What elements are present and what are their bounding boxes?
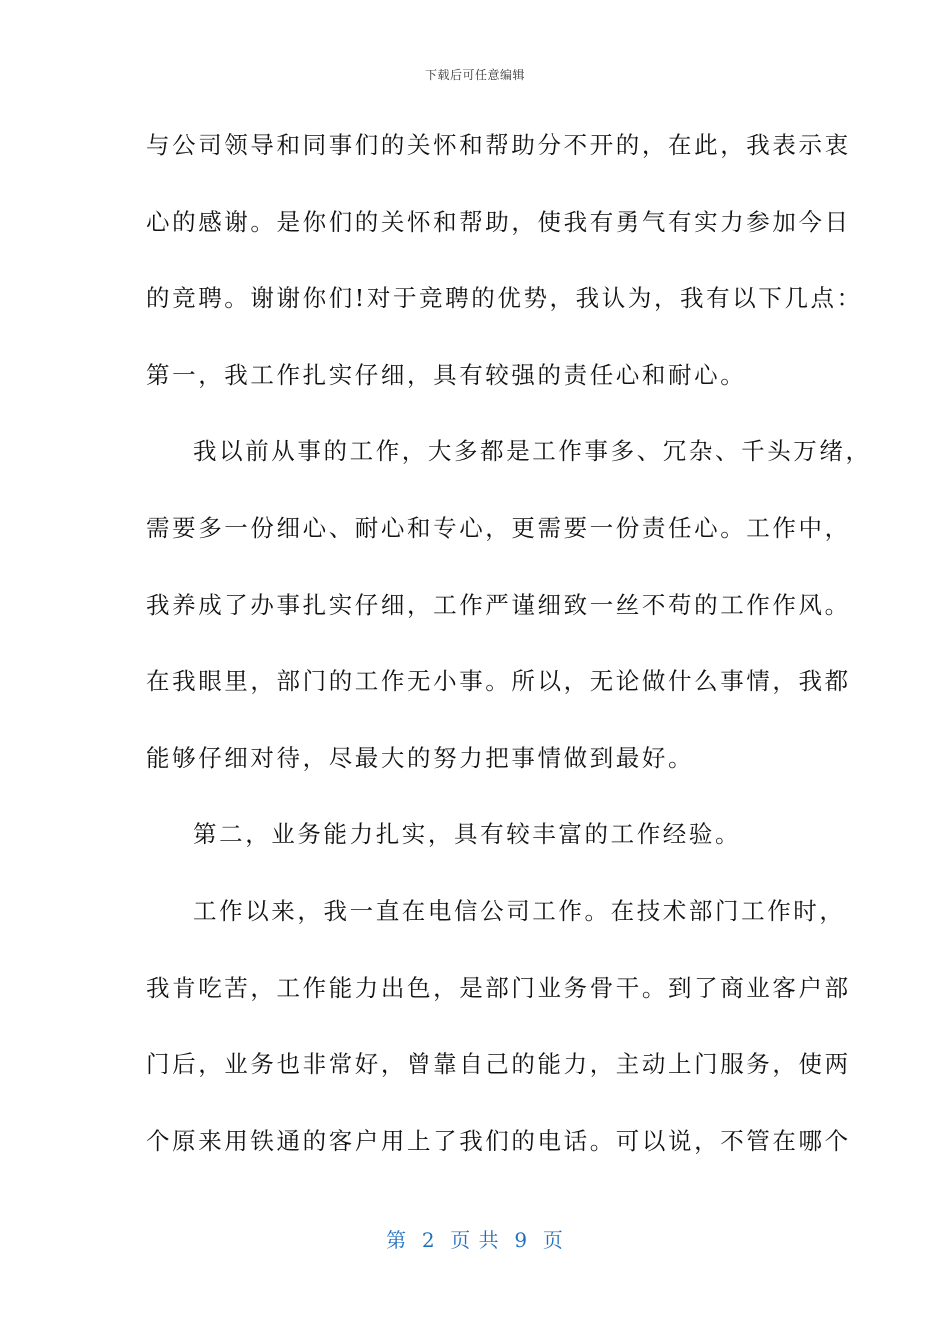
text-line: 门后，业务也非常好，曾靠自己的能力，主动上门服务，使两 — [146, 1050, 851, 1079]
text-line: 在我眼里，部门的工作无小事。所以，无论做什么事情，我都 — [146, 667, 851, 696]
text-line: 我养成了办事扎实仔细，工作严谨细致一丝不苟的工作作风。 — [146, 590, 851, 619]
text-line: 能够仔细对待，尽最大的努力把事情做到最好。 — [146, 743, 695, 772]
text-line: 我以前从事的工作，大多都是工作事多、冗杂、千头万绪， — [193, 437, 872, 466]
page-header: 下载后可任意编辑 — [424, 68, 525, 82]
text-line: 心的感谢。是你们的关怀和帮助，使我有勇气有实力参加今日 — [146, 207, 851, 236]
text-line: 工作以来，我一直在电信公司工作。在技术部门工作时， — [193, 896, 846, 925]
text-line: 与公司领导和同事们的关怀和帮助分不开的，在此，我表示衷 — [146, 131, 851, 159]
text-line: 第二，业务能力扎实，具有较丰富的工作经验。 — [193, 820, 742, 849]
text-line: 需要多一份细心、耐心和专心，更需要一份责任心。工作中， — [146, 513, 851, 542]
page-number-footer: 第 2 页 共 9 页 — [386, 1228, 564, 1252]
text-line: 第一，我工作扎实仔细，具有较强的责任心和耐心。 — [146, 360, 747, 389]
document-body — [146, 118, 872, 1190]
text-line: 的竞聘。谢谢你们!对于竞聘的优势，我认为，我有以下几点： — [146, 284, 863, 313]
text-line: 我肯吃苦，工作能力出色，是部门业务骨干。到了商业客户部 — [146, 973, 851, 1002]
text-line: 个原来用铁通的客户用上了我们的电话。可以说，不管在哪个 — [146, 1126, 851, 1155]
